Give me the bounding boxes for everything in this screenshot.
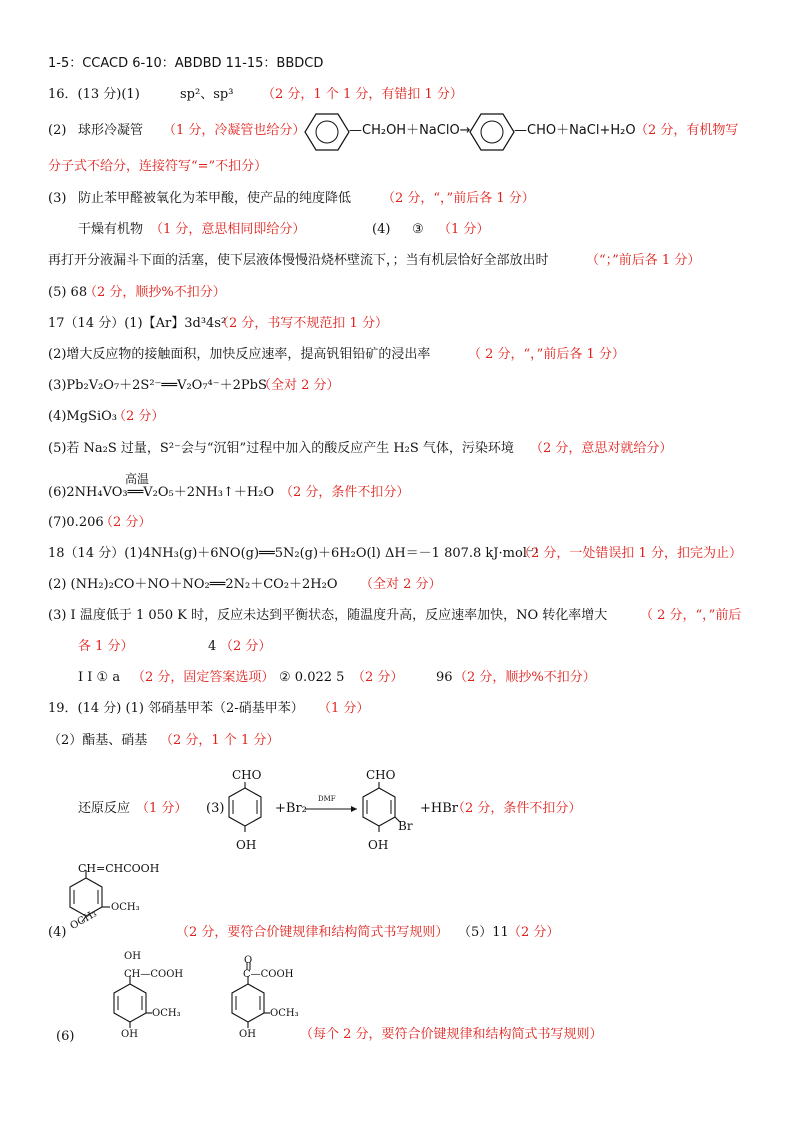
- q19-p4-label: (4): [48, 925, 67, 940]
- q19-p3-label: (3): [206, 801, 225, 816]
- q19-p2-note: （2 分，1 个 1 分）: [160, 733, 280, 748]
- q16-p2-label: (2): [48, 123, 67, 138]
- q16-p5-text: (5) 68: [48, 285, 88, 300]
- q18-p3b-note: （2 分）: [220, 639, 272, 654]
- q18-p3-note: （ 2 分，“，”前后: [640, 608, 742, 623]
- q17-p6-note: （2 分，条件不扣分）: [280, 485, 410, 500]
- product-br: Br: [398, 819, 413, 833]
- q19-p3-text: 还原反应: [78, 801, 131, 816]
- q17-p5: (5)若 Na₂S 过量，S²⁻会与“沉钼”过程中加入的酸反应产生 H₂S 气体，污染环境: [48, 441, 514, 456]
- q16-p3-note: （2 分，“，”前后各 1 分）: [382, 191, 535, 206]
- q18-p2: (2) (NH₂)₂CO＋NO＋NO₂══2N₂＋CO₂＋2H₂O: [48, 577, 338, 592]
- q16-hybrid-note: （2 分，1 个 1 分，有错扣 1 分）: [262, 87, 463, 102]
- q17-p2-note: （ 2 分，“，”前后各 1 分）: [468, 347, 625, 362]
- q17-p6: (6)2NH₄VO₃══V₂O₅＋2NH₃↑＋H₂O: [48, 485, 275, 500]
- q16-head: 16．(13 分)(1): [48, 87, 140, 102]
- q18-p4b-note: （2 分）: [352, 670, 404, 685]
- q17-p4: (4)MgSiO₃: [48, 409, 117, 424]
- q18-head: 18（14 分）(1)4NH₃(g)＋6NO(g)══5N₂(g)＋6H₂O(l) ΔH＝－1 807.8 kJ·mol⁻¹: [48, 546, 540, 561]
- q16-p2-text: 球形冷凝管: [78, 123, 144, 138]
- q18-p4a-note: （2 分，固定答案选项）: [132, 670, 275, 685]
- s2-och3: OCH₃: [270, 1008, 299, 1019]
- q19-head-note: （1 分）: [318, 701, 370, 716]
- q18-p3b: 4: [208, 639, 217, 654]
- q16-hybrid: sp²、sp³: [180, 87, 234, 102]
- q16-p4b-text: 再打开分液漏斗下面的活塞，使下层液体慢慢沿烧杯壁流下，；当有机层恰好全部放出时: [48, 253, 549, 268]
- q18-p3: (3) I 温度低于 1 050 K 时，反应未达到平衡状态，随温度升高，反应速率加快，NO 转化率增大: [48, 608, 608, 623]
- s2-benzene-ring: [230, 976, 270, 1032]
- q18-p4c-note: （2 分，顺抄%不扣分）: [454, 670, 596, 685]
- product-oh: OH: [368, 838, 389, 852]
- s2-side-chain: C—COOH: [243, 969, 294, 980]
- q18-p2-note: （全对 2 分）: [360, 577, 442, 592]
- q16-p2-note2: （2 分，有机物写: [635, 123, 739, 138]
- q18-p4b: ② 0.022 5: [279, 670, 345, 685]
- q19-p4-note: （2 分，要符合价键规律和结构简式书写规则）: [176, 925, 449, 940]
- q16-eq-left: —CH₂OH＋NaClO→: [349, 123, 471, 138]
- product-benzene-ring: [362, 782, 396, 832]
- rxn-br2: +Br₂: [275, 801, 307, 816]
- q16-p2-note3: 分子式不给分，连接符写“=”不扣分）: [48, 159, 268, 174]
- s1-oh-top: OH: [124, 951, 141, 962]
- q16-p4-answer: ③: [412, 222, 424, 237]
- s1-side-chain: CH—COOH: [124, 969, 184, 980]
- s1-benzene-ring: [112, 976, 152, 1032]
- q19-head: 19．(14 分) (1) 邻硝基甲苯（2-硝基甲苯）: [48, 701, 304, 716]
- q16-p3-text: 防止苯甲醛被氧化为苯甲酸，使产品的纯度降低: [78, 191, 352, 206]
- benzene-ring-right: [470, 112, 514, 152]
- q16-p3-label: (3): [48, 191, 67, 206]
- mc-answers: 1-5：CCACD 6-10：ABDBD 11-15：BBDCD: [48, 56, 324, 71]
- q19-p5-note: （2 分）: [508, 925, 560, 940]
- q19-p4-side-chain: CH=CHCOOH: [78, 862, 160, 875]
- q17-p6-condition: 高温: [125, 472, 150, 486]
- q17-p4-note: （2 分）: [113, 409, 165, 424]
- q16-p4-label: (4): [372, 222, 391, 237]
- q16-p3b-note: （1 分，意思相同即给分）: [150, 222, 306, 237]
- q19-p6-label: (6): [56, 1029, 75, 1044]
- q19-p3-note: （1 分）: [136, 801, 188, 816]
- q17-head: 17（14 分）(1)【Ar】3d³4s²: [48, 316, 227, 331]
- reactant-cho: CHO: [232, 768, 262, 782]
- q16-p3b-text: 干燥有机物: [78, 222, 144, 237]
- q17-p3-note: （全对 2 分）: [258, 378, 340, 393]
- q17-p7: (7)0.206: [48, 515, 104, 530]
- q19-p6-note: （每个 2 分，要符合价键规律和结构简式书写规则）: [300, 1027, 603, 1042]
- benzene-ring-left: [305, 112, 349, 152]
- q18-p4c: 96: [436, 670, 453, 685]
- q16-p4b-note: （“；”前后各 1 分）: [586, 253, 701, 268]
- rxn-hbr: +HBr: [420, 801, 458, 816]
- rxn-note: （2 分，条件不扣分）: [452, 801, 582, 816]
- q19-p4-och3-upper: OCH₃: [111, 902, 140, 913]
- q16-p2-note: （1 分，冷凝管也给分）: [163, 123, 306, 138]
- q18-head-note: （2 分，一处错误扣 1 分，扣完为止）: [518, 546, 742, 561]
- q16-p5-note: （2 分，顺抄%不扣分）: [84, 285, 226, 300]
- q19-p2: （2）酯基、硝基: [48, 733, 148, 748]
- q16-eq-right: —CHO＋NaCl+H₂O: [514, 123, 636, 138]
- reaction-arrow-icon: [305, 806, 359, 812]
- q19-p4-och3-lower: OCH₃: [68, 908, 99, 933]
- s2-o: O: [244, 955, 253, 966]
- reactant-oh: OH: [236, 838, 257, 852]
- reactant-benzene-ring: [228, 782, 262, 832]
- q17-p7-note: （2 分）: [100, 515, 152, 530]
- q17-head-note: （2 分，书写不规范扣 1 分）: [216, 316, 388, 331]
- q18-p3-note2: 各 1 分）: [78, 639, 134, 654]
- q18-p4a: I I ① a: [78, 670, 121, 685]
- q17-p3: (3)Pb₂V₂O₇＋2S²⁻══V₂O₇⁴⁻＋2PbS: [48, 378, 267, 393]
- s1-och3: OCH₃: [152, 1008, 181, 1019]
- rxn-condition: DMF: [318, 795, 336, 803]
- q19-p5-text: （5）11: [458, 925, 509, 940]
- s1-oh: OH: [121, 1029, 138, 1040]
- s2-oh: OH: [239, 1029, 256, 1040]
- q17-p5-note: （2 分，意思对就给分）: [530, 441, 673, 456]
- q17-p2: (2)增大反应物的接触面积，加快反应速率，提高钒钼铅矿的浸出率: [48, 347, 431, 362]
- q16-p4-note: （1 分）: [438, 222, 490, 237]
- product-cho: CHO: [366, 768, 396, 782]
